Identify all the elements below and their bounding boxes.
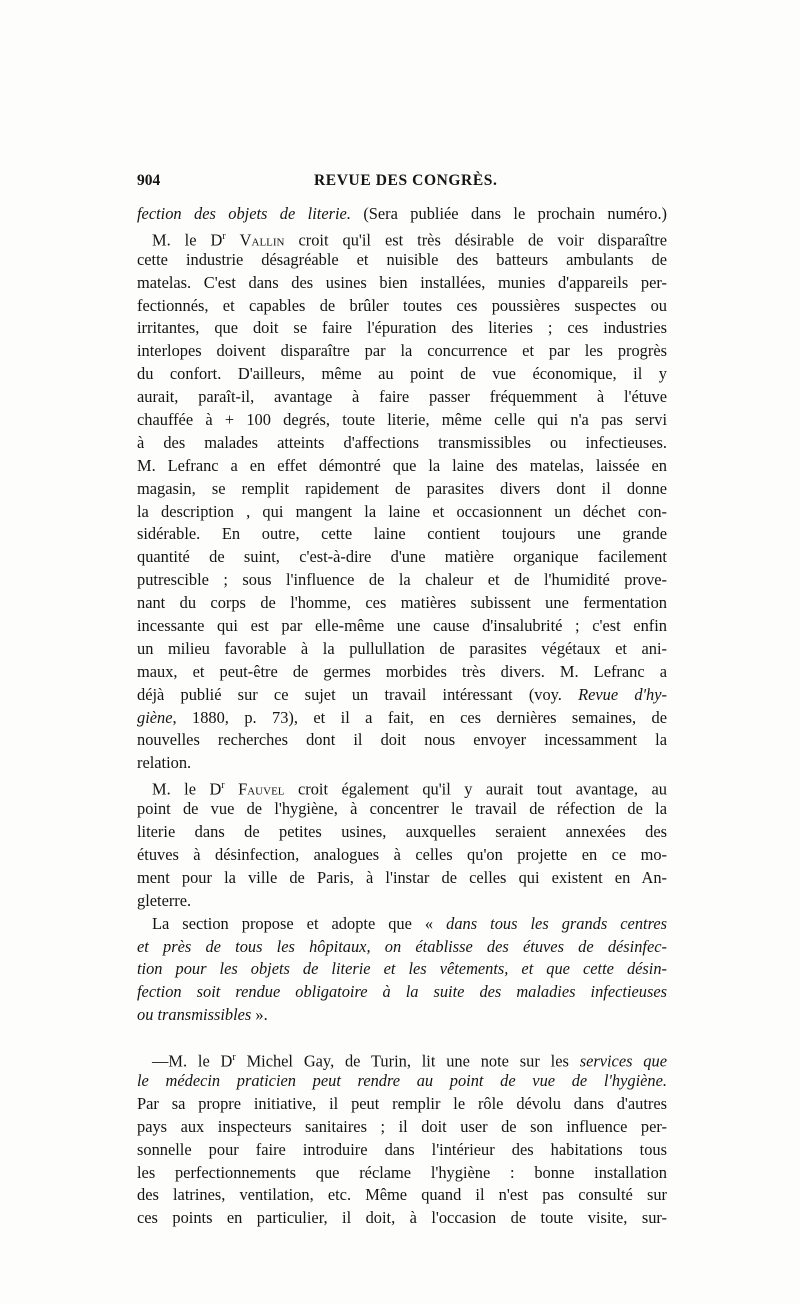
text-line: étuves à désinfection, analogues à celles qu'on projette en ce mo- bbox=[137, 844, 667, 864]
text-line: maux, et peut-être de germes morbides très divers. M. Lefranc a bbox=[137, 661, 667, 681]
text-line: sidérable. En outre, cette laine contient toujours une grande bbox=[137, 524, 667, 544]
text-line bbox=[137, 913, 667, 936]
text-line: les perfectionnements que réclame l'hygiène : bonne installation bbox=[137, 1162, 667, 1182]
paragraph bbox=[137, 913, 667, 1027]
text-line: pays aux inspecteurs sanitaires ; il doit user de son influence per- bbox=[137, 1116, 667, 1136]
text-line: interlopes doivent disparaître par la concurrence et par les progrès bbox=[137, 341, 667, 361]
text-line: irritantes, que doit se faire l'épuration des literies ; ces industries bbox=[137, 318, 667, 338]
text-line bbox=[137, 1070, 667, 1093]
text-run: , 1880, p. 73), et il a fait, en ces dernières semaines, de bbox=[172, 707, 667, 727]
person-name: Vallin bbox=[239, 230, 285, 250]
text-line: nouvelles recherches dont il doit nous envoyer incessamment la bbox=[137, 730, 667, 750]
italic-phrase: fection soit rendue obligatoire à la suite des maladies infectieuses bbox=[137, 982, 667, 1002]
italic-phrase: tion pour les objets de literie et les vêtements, et que cette désin- bbox=[137, 959, 667, 979]
text-line bbox=[137, 203, 667, 226]
text-line bbox=[137, 226, 667, 249]
person-name: Michel Gay bbox=[246, 1051, 331, 1071]
person-name: Fauvel bbox=[238, 779, 285, 799]
text-run: , de Turin, lit une note sur les bbox=[330, 1051, 580, 1071]
text-line: quantité de suint, c'est-à-dire d'une matière organique facilement bbox=[137, 547, 667, 567]
text-line bbox=[137, 981, 667, 1004]
italic-phrase: Revue d'hy- bbox=[578, 684, 667, 704]
text-line bbox=[137, 958, 667, 981]
text-run: M. le D bbox=[152, 779, 222, 799]
running-title: REVUE DES CONGRÈS. bbox=[314, 172, 498, 189]
paragraph bbox=[137, 203, 667, 226]
text-line: point de vue de l'hygiène, à concentrer le travail de réfection de la bbox=[137, 799, 667, 819]
text-line: incessante qui est par elle-même une cause d'insalubrité ; c'est enfin bbox=[137, 616, 667, 636]
text-line: un milieu favorable à la pullullation de parasites végétaux et ani- bbox=[137, 638, 667, 658]
text-line: chauffée à + 100 degrés, toute literie, même celle qui n'a pas servi bbox=[137, 410, 667, 430]
text-run: La section propose et adopte que « bbox=[152, 913, 447, 933]
text-line: Par sa propre initiative, il peut remplir le rôle dévolu dans d'autres bbox=[137, 1093, 667, 1113]
italic-phrase: services que bbox=[579, 1051, 667, 1071]
text-line: cette industrie désagréable et nuisible des batteurs ambulants de bbox=[137, 249, 667, 269]
text-line: la description , qui mangent la laine et occasionnent un déchet con- bbox=[137, 501, 667, 521]
superscript: r bbox=[222, 230, 226, 242]
text-line: putrescible ; sous l'influence de la chaleur et de l'humidité prove- bbox=[137, 570, 667, 590]
paragraph bbox=[137, 775, 667, 912]
text-run: croit également qu'il y aurait tout avantage, au bbox=[284, 779, 667, 799]
text-line: sonnelle pour faire introduire dans l'intérieur des habitations tous bbox=[137, 1139, 667, 1159]
body-text bbox=[137, 203, 667, 1230]
paragraph-gap bbox=[137, 1027, 667, 1047]
text-line: literie dans de petites usines, auxquelles seraient annexées des bbox=[137, 822, 667, 842]
text-line: magasin, se remplit rapidement de parasites divers dont il donne bbox=[137, 478, 667, 498]
text-line: ment pour la ville de Paris, à l'instar de celles qui existent en An- bbox=[137, 867, 667, 887]
text-run: M. le D bbox=[152, 230, 223, 250]
italic-phrase: dans tous les grands centres bbox=[446, 913, 668, 933]
text-run: déjà publié sur ce sujet un travail intéressant (voy. bbox=[137, 684, 579, 704]
italic-phrase: giène bbox=[137, 707, 173, 727]
paragraph bbox=[137, 1047, 667, 1230]
text-line: du confort. D'ailleurs, même au point de vue économique, il y bbox=[137, 364, 667, 384]
page-header bbox=[137, 172, 667, 198]
italic-phrase: le médecin praticien peut rendre au point de vue de l'hygiène. bbox=[137, 1070, 667, 1090]
text-line bbox=[137, 936, 667, 959]
text-line bbox=[137, 707, 667, 730]
text-run: —M. le D bbox=[152, 1051, 233, 1071]
italic-phrase: ou transmissibles bbox=[137, 1005, 252, 1025]
superscript: r bbox=[232, 1052, 236, 1064]
text-run: croit qu'il est très désirable de voir disparaître bbox=[284, 230, 667, 250]
text-line: relation. bbox=[137, 753, 192, 773]
text-line: nant du corps de l'homme, ces matières subissent une fermentation bbox=[137, 593, 667, 613]
text-line: aurait, paraît-il, avantage à faire passer fréquemment à l'étuve bbox=[137, 387, 667, 407]
text-line bbox=[137, 1004, 667, 1027]
text-run: ». bbox=[251, 1005, 268, 1025]
italic-phrase: et près de tous les hôpitaux, on établisse des étuves de désinfec- bbox=[137, 936, 667, 956]
text-line: gleterre. bbox=[137, 890, 192, 910]
text-line: M. Lefranc a en effet démontré que la laine des matelas, laissée en bbox=[137, 455, 667, 475]
page-number: 904 bbox=[137, 172, 161, 189]
text-line: fectionnés, et capables de brûler toutes ces poussières suspectes ou bbox=[137, 295, 667, 315]
paragraph bbox=[137, 226, 667, 775]
text-line bbox=[137, 1047, 667, 1070]
italic-phrase: fection des objets de literie. bbox=[137, 204, 364, 223]
text-run: (Sera publiée dans le prochain numéro.) bbox=[363, 204, 667, 223]
superscript: r bbox=[221, 780, 225, 792]
text-line: à des malades atteints d'affections transmissibles ou infectieuses. bbox=[137, 432, 667, 452]
text-line: matelas. C'est dans des usines bien installées, munies d'appareils per- bbox=[137, 272, 667, 292]
text-line: ces points en particulier, il doit, à l'occasion de toute visite, sur- bbox=[137, 1208, 667, 1228]
text-line: des latrines, ventilation, etc. Même quand il n'est pas consulté sur bbox=[137, 1185, 667, 1205]
text-line bbox=[137, 684, 667, 707]
text-line bbox=[137, 775, 667, 798]
